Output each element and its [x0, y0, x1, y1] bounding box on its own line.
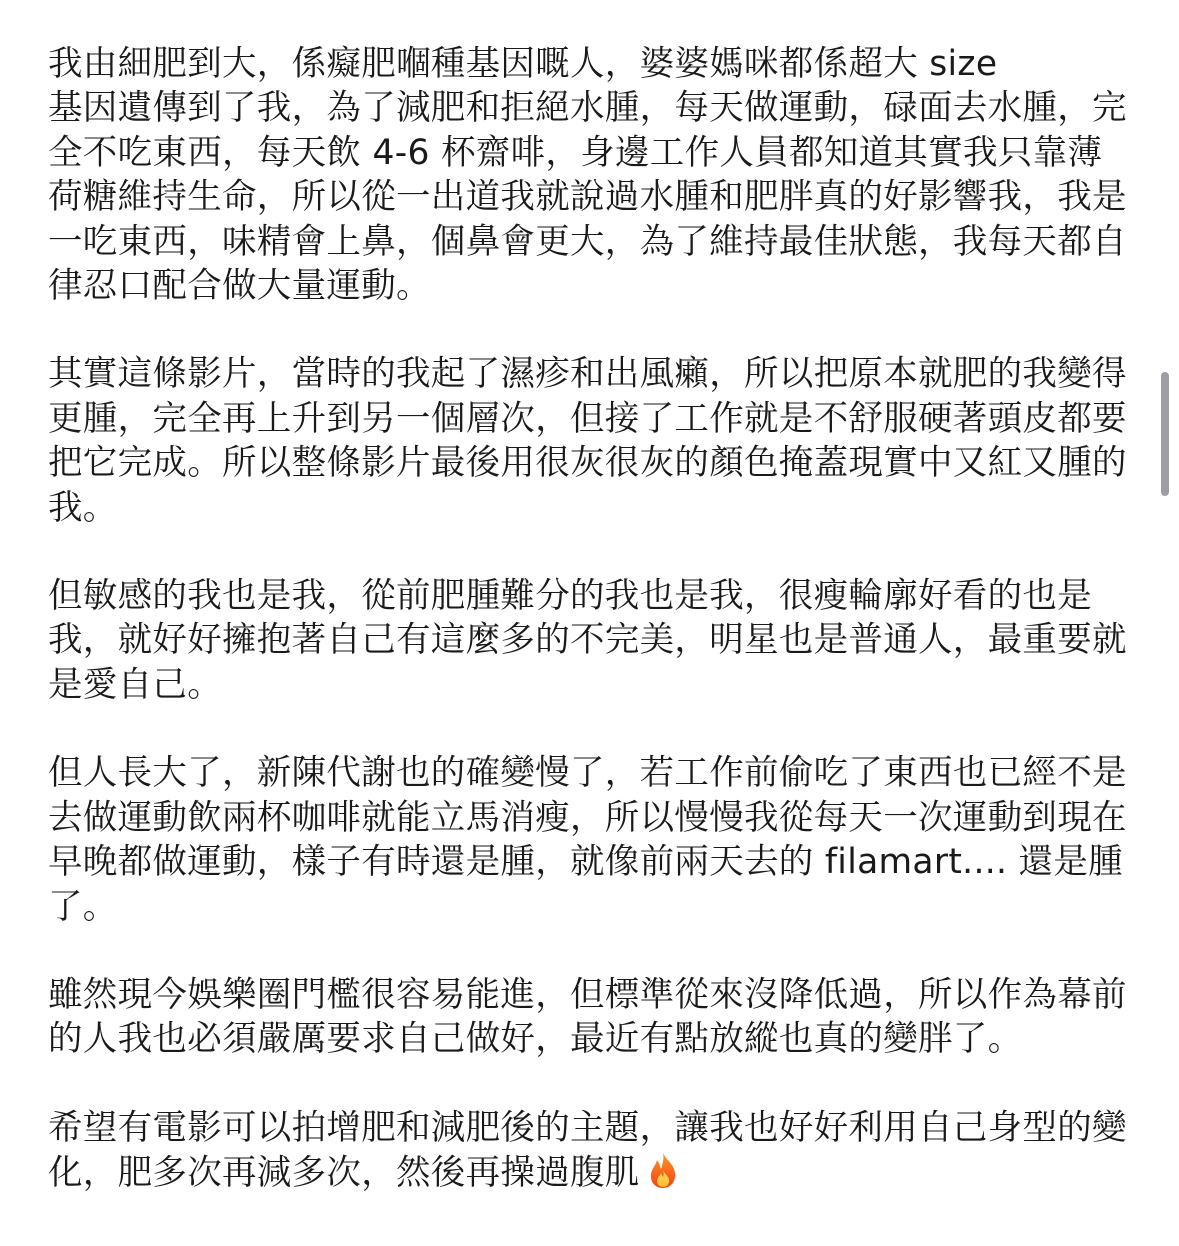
caption-paragraph-6-text: 希望有電影可以拍增肥和減肥後的主題，讓我也好好利用自己身型的變化，肥多次再減多次，然後再操過腹肌	[48, 1107, 1127, 1194]
caption-paragraph-4: 但人長大了，新陳代謝也的確變慢了，若工作前偷吃了東西也已經不是去做運動飲兩杯咖啡就能立馬消瘦，所以慢慢我從每天一次運動到現在早晚都做運動，樣子有時還是腫，就像前兩天去的 filamart.... 還是腫了。	[48, 753, 1127, 927]
caption-paragraph-3: 但敏感的我也是我，從前肥腫難分的我也是我，很瘦輪廓好看的也是我，就好好擁抱著自己有這麼多的不完美，明星也是普通人，最重要就是愛自己。	[48, 576, 1127, 705]
caption-paragraph-2: 其實這條影片，當時的我起了濕疹和出風癩，所以把原本就肥的我變得更腫，完全再上升到另一個層次，但接了工作就是不舒服硬著頭皮都要把它完成。所以整條影片最後用很灰很灰的顏色掩蓋現實中又紅又腫的我。	[48, 354, 1127, 528]
caption-paragraph-1: 我由細肥到大，係癡肥嗰種基因嘅人，婆婆媽咪都係超大 size 基因遺傳到了我，為了減肥和拒絕水腫，每天做運動，碌面去水腫，完全不吃東西，每天飲 4-6 杯齋啡，身邊工作人員都知道其實我只靠薄荷糖維持生命，所以從一出道我就說過水腫和肥胖真的好影響我，我是一吃東西，味精會上鼻，個鼻會更大，為了維持最佳狀態，我每天都自律忍口配合做大量運動。	[48, 44, 1127, 307]
caption-paragraph-6	[48, 1106, 1128, 1202]
fire-icon	[644, 1150, 682, 1201]
caption-paragraph-5: 雖然現今娛樂圈門檻很容易能進，但標準從來沒降低過，所以作為幕前的人我也必須嚴厲要求自己做好，最近有點放縱也真的變胖了。	[48, 974, 1127, 1060]
post-caption	[48, 42, 1128, 1246]
vertical-scrollbar[interactable]	[1161, 372, 1169, 496]
